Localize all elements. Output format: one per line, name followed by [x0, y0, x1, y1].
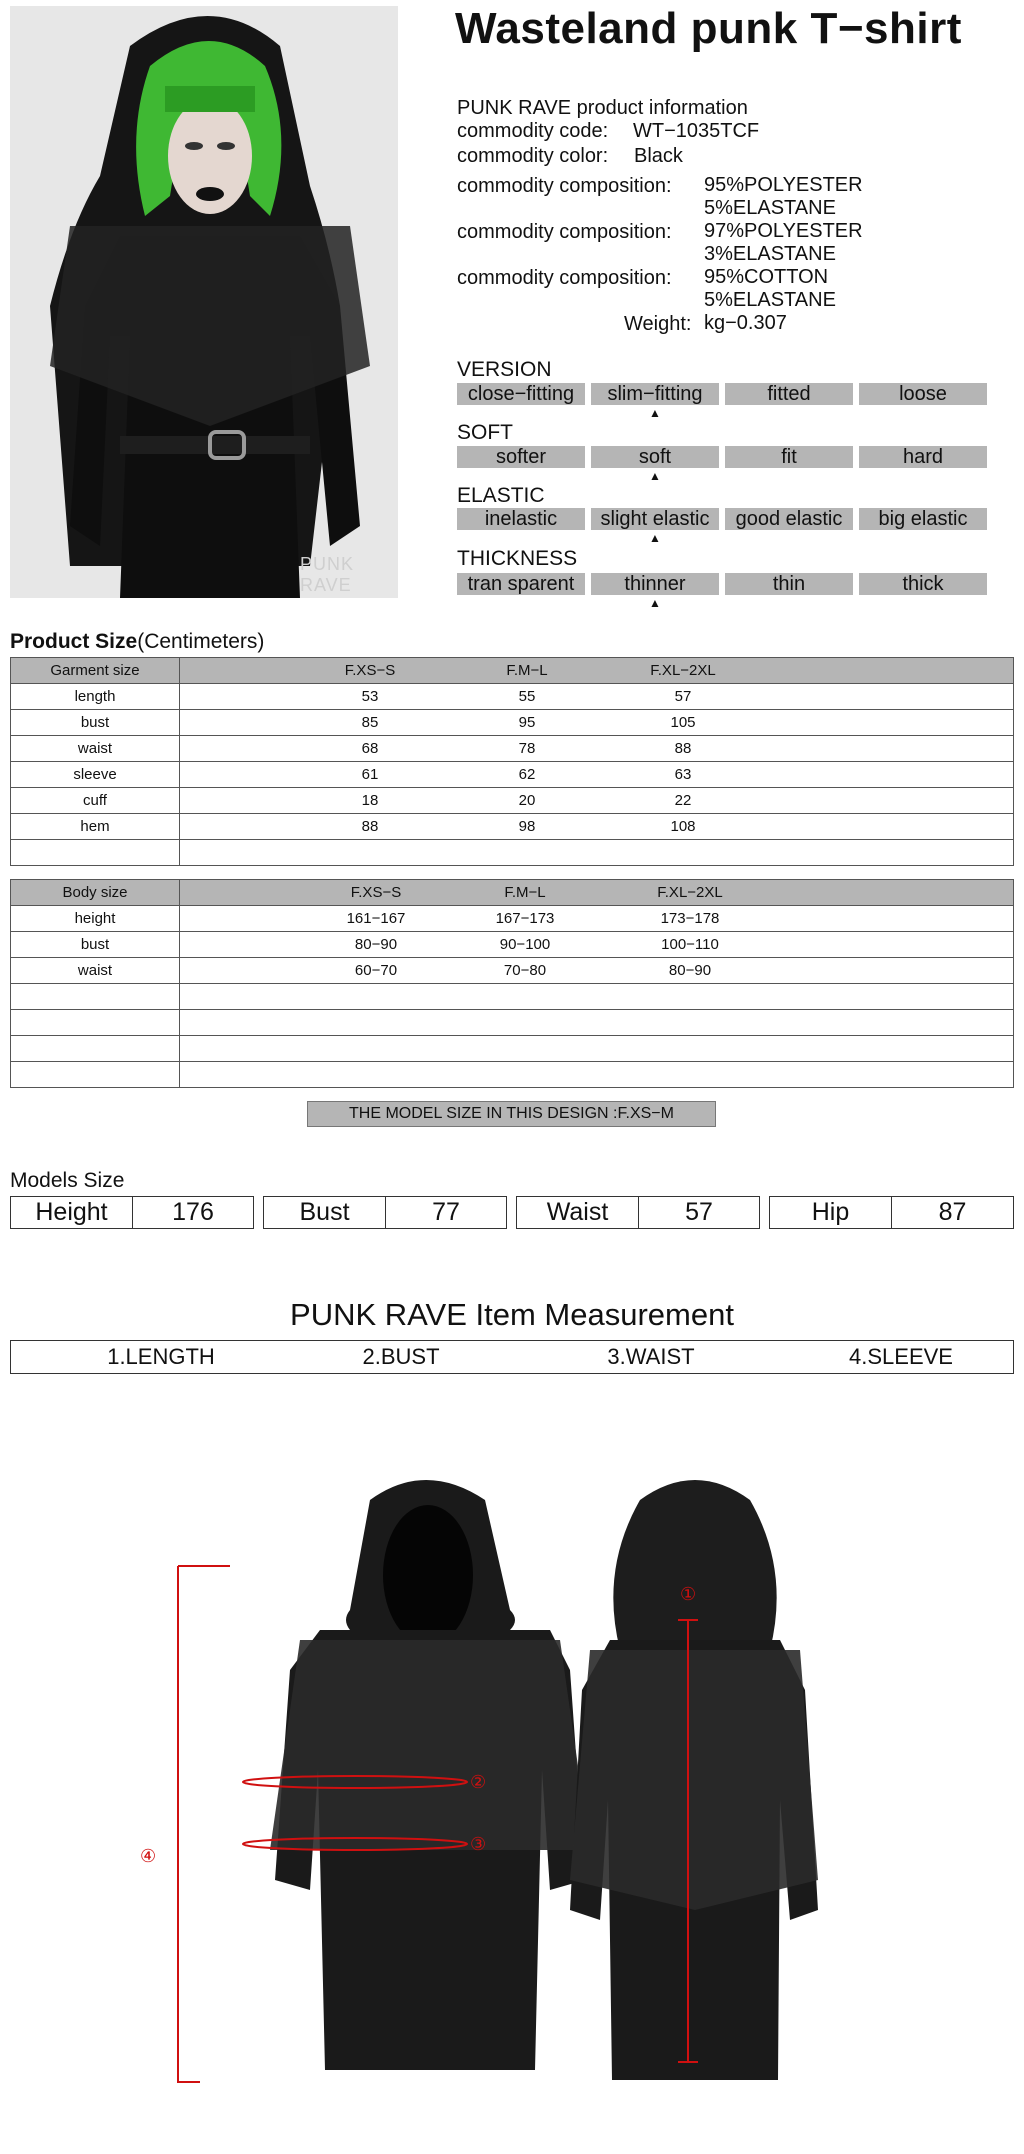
product-size-title	[10, 630, 264, 654]
table-row-empty	[11, 1062, 1014, 1088]
photo-watermark: PUNK RAVE	[300, 554, 355, 595]
model-value: 87	[938, 1198, 967, 1226]
row-values	[180, 684, 1014, 710]
row-values	[180, 788, 1014, 814]
model-label: Height	[11, 1197, 133, 1228]
model-label: Hip	[770, 1197, 892, 1228]
garment-diagram-svg	[140, 1470, 870, 2090]
composition-1-line1: 95%POLYESTER	[704, 174, 863, 196]
row-label: sleeve	[11, 762, 180, 788]
composition-3-line1: 95%COTTON	[704, 266, 829, 288]
attr-soft-row	[457, 446, 989, 483]
table-row-empty	[11, 984, 1014, 1010]
table-row	[11, 684, 1014, 710]
table-cell: 22	[674, 792, 692, 809]
commodity-color-value: Black	[634, 145, 683, 167]
model-photo	[10, 6, 398, 598]
table-cell: 18	[361, 792, 379, 809]
table-cell: 85	[361, 714, 379, 731]
marker-3: ③	[470, 1834, 487, 1855]
attr-soft-heading: SOFT	[457, 421, 513, 444]
attr-thickness-option: thinner	[591, 573, 719, 595]
table-cell: 68	[361, 740, 379, 757]
table-row	[11, 762, 1014, 788]
header-cell: F.XS−S	[344, 662, 396, 679]
attr-soft-option: hard	[859, 446, 987, 468]
row-values	[180, 762, 1014, 788]
table-cell: 61	[361, 766, 379, 783]
table-cell: 161−167	[346, 910, 406, 927]
table-cell: 63	[674, 766, 692, 783]
attr-thickness-option: thin	[725, 573, 853, 595]
table-cell: 62	[518, 766, 536, 783]
row-label: hem	[11, 814, 180, 840]
model-value: 57	[685, 1198, 713, 1226]
table-cell: 78	[518, 740, 536, 757]
row-label: bust	[11, 710, 180, 736]
table-cell: 95	[518, 714, 536, 731]
table-cell: 167−173	[495, 910, 555, 927]
model-waist-box	[516, 1196, 760, 1229]
garment-front	[270, 1480, 590, 2070]
table-row	[11, 788, 1014, 814]
attr-elastic-option: good elastic	[725, 508, 853, 530]
model-value: 176	[172, 1198, 214, 1226]
selected-marker-icon: ▲	[649, 469, 661, 483]
model-label: Bust	[264, 1197, 386, 1228]
table-row-empty	[11, 1036, 1014, 1062]
table-cell: 105	[670, 714, 696, 731]
attr-elastic-row	[457, 508, 989, 545]
models-size-title: Models Size	[10, 1169, 125, 1192]
table-row-empty	[11, 1010, 1014, 1036]
measurement-title: PUNK RAVE Item Measurement	[290, 1297, 734, 1332]
attr-thickness-row	[457, 573, 989, 610]
attr-version-option: close−fitting	[457, 383, 585, 405]
table-cell: 90−100	[499, 936, 551, 953]
row-label: length	[11, 684, 180, 710]
table-row	[11, 958, 1014, 984]
selected-marker-icon: ▲	[649, 406, 661, 420]
marker-2: ②	[470, 1772, 487, 1793]
attr-thickness-heading: THICKNESS	[457, 547, 578, 570]
measurement-item: 4.SLEEVE	[849, 1344, 953, 1369]
table-header-row	[11, 880, 1014, 906]
attr-thickness-option: tran sparent	[457, 573, 585, 595]
composition-2-line1: 97%POLYESTER	[704, 220, 863, 242]
row-values	[180, 906, 1014, 932]
composition-1-line2: 5%ELASTANE	[704, 197, 836, 219]
table-header-row	[11, 658, 1014, 684]
table-cell: 60−70	[354, 962, 398, 979]
composition-1-label: commodity composition:	[457, 175, 672, 197]
measurement-item: 2.BUST	[362, 1344, 440, 1369]
model-photo-illustration	[10, 6, 398, 598]
header-values	[180, 880, 1014, 906]
measurement-legend	[10, 1340, 1014, 1374]
model-size-note: THE MODEL SIZE IN THIS DESIGN :F.XS−M	[307, 1101, 716, 1127]
table-cell: 88	[361, 818, 379, 835]
measurement-item: 1.LENGTH	[107, 1344, 215, 1369]
row-label: height	[11, 906, 180, 932]
garment-diagram	[140, 1470, 870, 2090]
row-values	[180, 932, 1014, 958]
composition-2-line2: 3%ELASTANE	[704, 243, 836, 265]
row-values	[180, 958, 1014, 984]
attr-soft-option: softer	[457, 446, 585, 468]
header-cell: F.M−L	[504, 884, 546, 901]
header-cell: F.XS−S	[350, 884, 402, 901]
marker-1: ①	[680, 1584, 697, 1605]
commodity-code-label: commodity code:	[457, 120, 609, 142]
attr-version-heading: VERSION	[457, 358, 552, 381]
attr-elastic-option: slight elastic	[591, 508, 719, 530]
attr-version-option: fitted	[725, 383, 853, 405]
model-height-box	[10, 1196, 254, 1229]
attr-thickness-option: thick	[859, 573, 987, 595]
attr-soft-option: soft	[591, 446, 719, 468]
garment-size-table	[10, 657, 1014, 866]
attr-elastic-option: inelastic	[457, 508, 585, 530]
header-cell: F.XL−2XL	[657, 884, 723, 901]
weight-label: Weight:	[624, 313, 692, 335]
table-cell: 80−90	[354, 936, 398, 953]
attr-version-option: loose	[859, 383, 987, 405]
attr-version-row	[457, 383, 989, 420]
row-values	[180, 710, 1014, 736]
product-title: Wasteland punk T−shirt	[455, 4, 962, 53]
table-row	[11, 814, 1014, 840]
selected-marker-icon: ▲	[649, 531, 661, 545]
header-cell: F.M−L	[506, 662, 548, 679]
table-row	[11, 736, 1014, 762]
composition-3-label: commodity composition:	[457, 267, 672, 289]
row-values	[180, 814, 1014, 840]
commodity-color-label: commodity color:	[457, 145, 609, 167]
model-label: Waist	[517, 1197, 639, 1228]
attr-version-option: slim−fitting	[591, 383, 719, 405]
table-cell: 53	[361, 688, 379, 705]
product-size-title-text: Product Size	[10, 630, 138, 653]
measurement-item: 3.WAIST	[607, 1344, 695, 1369]
table-cell: 98	[518, 818, 536, 835]
composition-2-label: commodity composition:	[457, 221, 672, 243]
header-cell: Body size	[11, 880, 180, 906]
marker-4: ④	[140, 1846, 157, 1867]
table-row-empty	[11, 840, 1014, 866]
body-size-table	[10, 879, 1014, 1088]
table-cell: 88	[674, 740, 692, 757]
table-cell: 108	[670, 818, 696, 835]
table-row	[11, 932, 1014, 958]
composition-3-line2: 5%ELASTANE	[704, 289, 836, 311]
table-row	[11, 710, 1014, 736]
attr-elastic-option: big elastic	[859, 508, 987, 530]
table-cell: 57	[674, 688, 692, 705]
row-label: bust	[11, 932, 180, 958]
info-heading: PUNK RAVE product information	[457, 97, 748, 119]
commodity-code-value: WT−1035TCF	[633, 120, 760, 142]
selected-marker-icon: ▲	[649, 596, 661, 610]
header-cell: Garment size	[11, 658, 180, 684]
header-cell: F.XL−2XL	[650, 662, 716, 679]
table-cell: 20	[518, 792, 536, 809]
product-size-unit: (Centimeters)	[137, 630, 265, 653]
row-values	[180, 736, 1014, 762]
table-cell: 55	[518, 688, 536, 705]
row-label: waist	[11, 958, 180, 984]
garment-back	[570, 1480, 818, 2080]
table-cell: 100−110	[661, 936, 719, 953]
attr-soft-option: fit	[725, 446, 853, 468]
weight-value: kg−0.307	[704, 312, 787, 334]
model-hip-box	[769, 1196, 1014, 1229]
header-values	[180, 658, 1014, 684]
row-label: cuff	[11, 788, 180, 814]
table-cell: 173−178	[660, 910, 720, 927]
model-value: 77	[432, 1198, 460, 1226]
model-bust-box	[263, 1196, 507, 1229]
attr-elastic-heading: ELASTIC	[457, 484, 545, 507]
row-label: waist	[11, 736, 180, 762]
table-cell: 80−90	[668, 962, 712, 979]
table-cell: 70−80	[503, 962, 547, 979]
table-row	[11, 906, 1014, 932]
